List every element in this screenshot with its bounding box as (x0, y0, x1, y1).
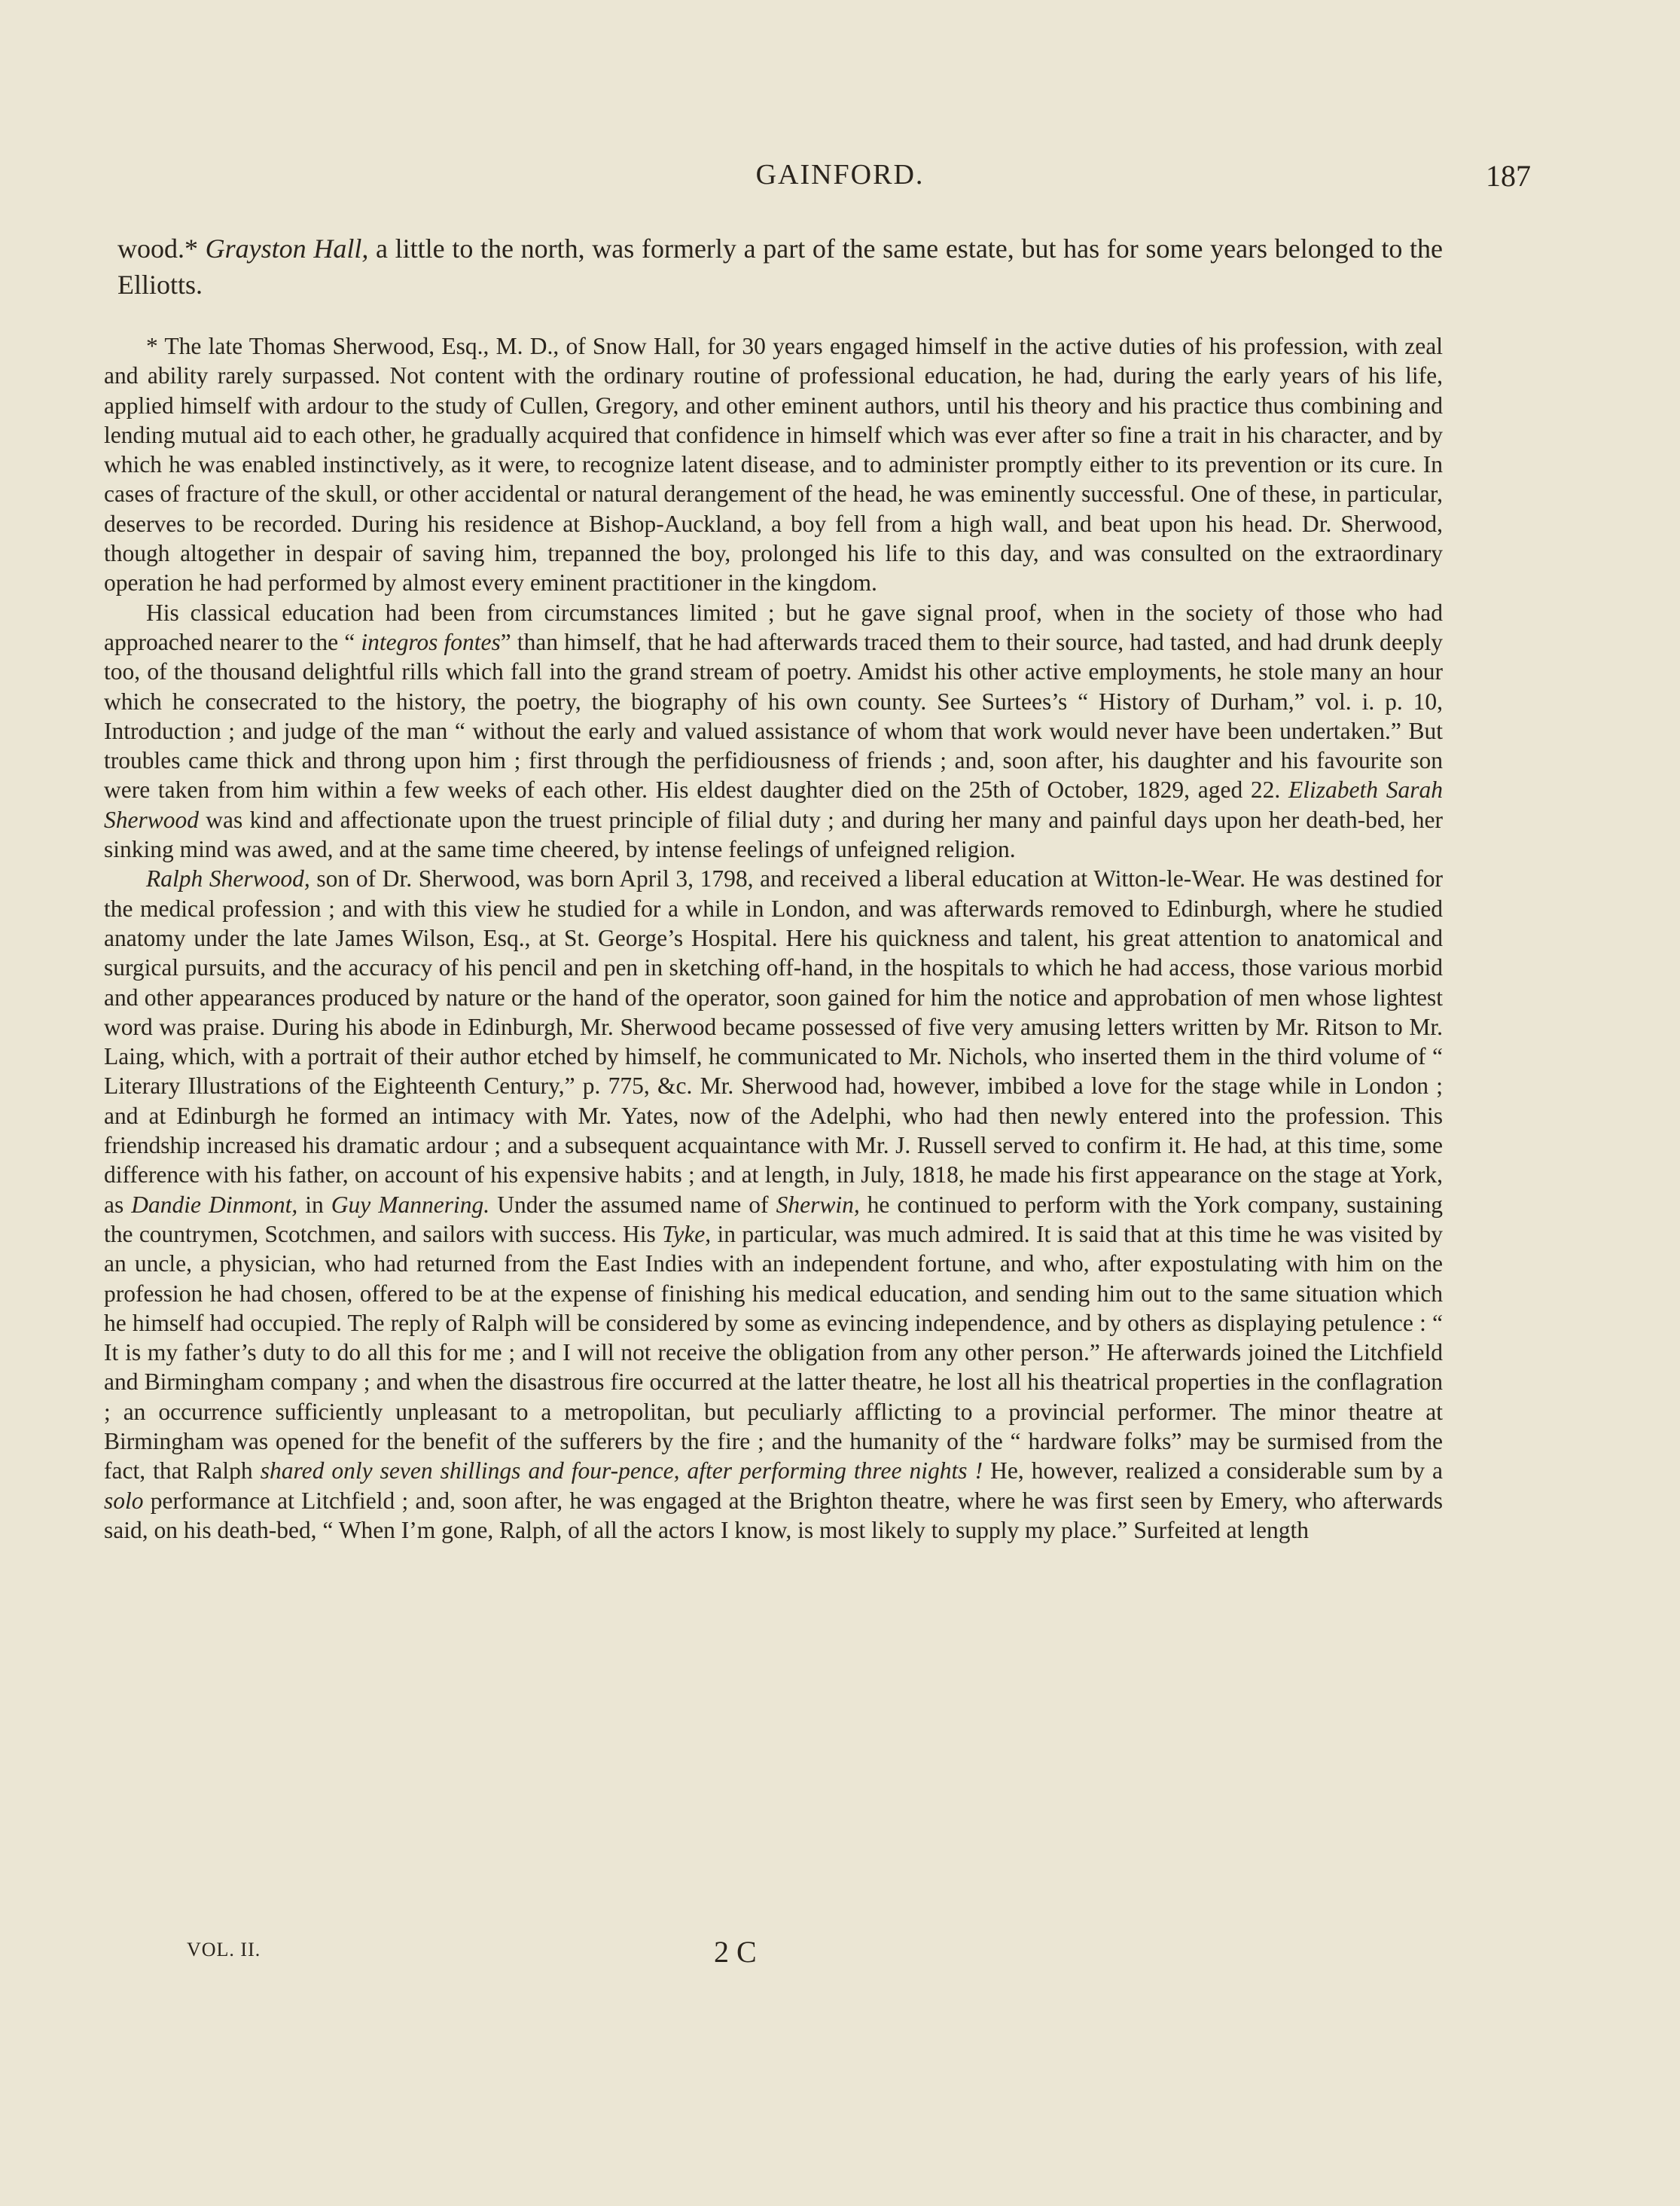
play-title: Guy Mannering. (331, 1191, 490, 1218)
emphasis-word: solo (104, 1487, 144, 1514)
footnote-text: son of Dr. Sherwood, was born April 3, 1798, and received a liberal education at Witton-le-Wear. He was destined for the medical profession ; and with this view he studied for a while in London, and was afterwards removed to Edinburgh, where he studied anatomy under the late James Wilson, Esq., at St. George’s Hospital. Here his quickness and talent, his great attention to anatomical and surgical pursuits, and the accuracy of his pencil and pen in sketching off-hand, in the hospitals to which he had access, those various morbid and other appearances produced by nature or the hand of the operator, soon gained for him the notice and approbation of men whose lightest word was praise. During his abode in Edinburgh, Mr. Sherwood became possessed of five very amusing letters written by Mr. Ritson to Mr. Laing, which, with a portrait of their author etched by himself, he communicated to Mr. Nichols, who inserted them in the third volume of “ Literary Illustrations of the Eighteenth Century,” p. 775, &c. Mr. Sherwood had, however, imbibed a love for the stage while in London ; and at Edinburgh he formed an intimacy with Mr. Yates, now of the Adelphi, who had then newly entered into the profession. This friendship increased his dramatic ardour ; and a subsequent acquaintance with Mr. J. Russell served to confirm it. He had, at this time, some difference with his father, on account of his expensive habits ; and at length, in July, 1818, he made his first appearance on the stage at York, as (104, 865, 1443, 1218)
footnote-text: performance at Litchfield ; and, soon after, he was engaged at the Brighton theatre, where he was first seen by Emery, who afterwards said, on his death-bed, “ When I’m gone, Ralph, of all the actors I know, is most likely to supply my place.” Surfeited at length (104, 1487, 1443, 1543)
footnote-text: was kind and affectionate upon the truest principle of filial duty ; and during her many and painful days upon her death-bed, her sinking mind was awed, and at the same time cheered, by intense feelings of unfeigned religion. (104, 806, 1443, 863)
place-name: Grayston Hall, (205, 233, 369, 264)
footnote-text: he continued to perform with the York company, sustaining the countrymen, Scotchmen, and sailors with success. His (104, 1191, 1443, 1247)
page-number: 187 (1486, 159, 1531, 193)
person-name: Ralph Sherwood, (146, 865, 310, 892)
page-footer (187, 1934, 864, 1972)
stage-name: Sherwin, (776, 1191, 860, 1218)
running-head: GAINFORD. (755, 159, 925, 191)
person-name: Elizabeth Sarah Sherwood (104, 777, 1443, 833)
footnote-paragraph-3 (104, 864, 1443, 1545)
emphasis-phrase: shared only seven shillings and four-pence, after performing three nights ! (260, 1457, 983, 1484)
signature-mark: 2 C (714, 1935, 757, 1969)
page-header (105, 158, 1575, 203)
footnote-text: in (297, 1191, 331, 1218)
footnote-text: He, however, realized a considerable sum by a (983, 1457, 1443, 1484)
footnote-text: Under the assumed name of (489, 1191, 776, 1218)
volume-label: VOL. II. (187, 1939, 261, 1960)
footnote-paragraph-1: * The late Thomas Sherwood, Esq., M. D., of Snow Hall, for 30 years engaged himself in the active duties of his profession, with zeal and ability rarely surpassed. Not content with the ordinary routine of professional education, he had, during the early years of his life, applied himself with ardour to the study of Cullen, Gregory, and other eminent authors, until his theory and his practice thus combining and lending mutual aid to each other, he gradually acquired that confidence in himself which was ever after so fine a trait in his character, and by which he was enabled instinctively, as it were, to recognize latent disease, and to administer promptly either to its prevention or its cure. In cases of fracture of the skull, or other accidental or natural derangement of the head, he was eminently successful. One of these, in particular, deserves to be recorded. During his residence at Bishop-Auckland, a boy fell from a high wall, and beat upon his head. Dr. Sherwood, though altogether in despair of saving him, trepanned the boy, prolonged his life to this day, and was consulted on the extraordinary operation he had performed by almost every eminent practitioner in the kingdom. (104, 333, 1443, 597)
main-text-start: wood.* (117, 233, 206, 264)
main-paragraph (117, 230, 1443, 303)
footnote-paragraph-2 (104, 598, 1443, 865)
footnote-text: in particular, was much admired. It is said that at this time he was visited by an uncle, a physician, who had returned from the East Indies with an independent fortune, and who, after expostulating with him on the profession he had chosen, offered to be at the expense of finishing his medical education, and sending him out to the same situation which he himself had occupied. The reply of Ralph will be considered by some as evincing independence, and by others as displaying petulence : “ It is my father’s duty to do all this for me ; and I will not receive the obligation from any other person.” He afterwards joined the Litchfield and Birmingham company ; and when the disastrous fire occurred at the latter theatre, he lost all his theatrical properties in the conflagration ; an occurrence sufficiently unpleasant to a metropolitan, but peculiarly afflicting to a provincial performer. The minor theatre at Birmingham was opened for the benefit of the sufferers by the fire ; and the humanity of the “ hardware folks” may be surmised from the fact, that Ralph (104, 1220, 1443, 1484)
footnote-text: His classical education had been from circumstances limited ; but he gave signal proof, when in the society of those who had approached nearer to the “ (104, 599, 1443, 655)
main-text-rest: a little to the north, was formerly a part of the same estate, but has for some years belonged to the Elliotts. (117, 233, 1443, 300)
latin-phrase: integros fontes (361, 628, 501, 655)
footnote-text: ” than himself, that he had afterwards traced them to their source, had tasted, and had drunk deeply too, of the thousand delightful rills which fall into the grand stream of poetry. Amidst his other active employments, he stole many an hour which he consecrated to the history, the poetry, the biography of his own county. See Surtees’s “ History of Durham,” vol. i. p. 10, Introduction ; and judge of the man “ without the early and valued assistance of whom that work would never have been undertaken.” But troubles came thick and throng upon him ; first through the perfidiousness of friends ; and, soon after, his daughter and his favourite son were taken from him within a few weeks of each other. His eldest daughter died on the 25th of October, 1829, aged 22. (104, 628, 1444, 804)
role-name: Tyke, (662, 1220, 712, 1247)
footnote-block (104, 331, 1443, 1545)
role-name: Dandie Dinmont, (131, 1191, 298, 1218)
